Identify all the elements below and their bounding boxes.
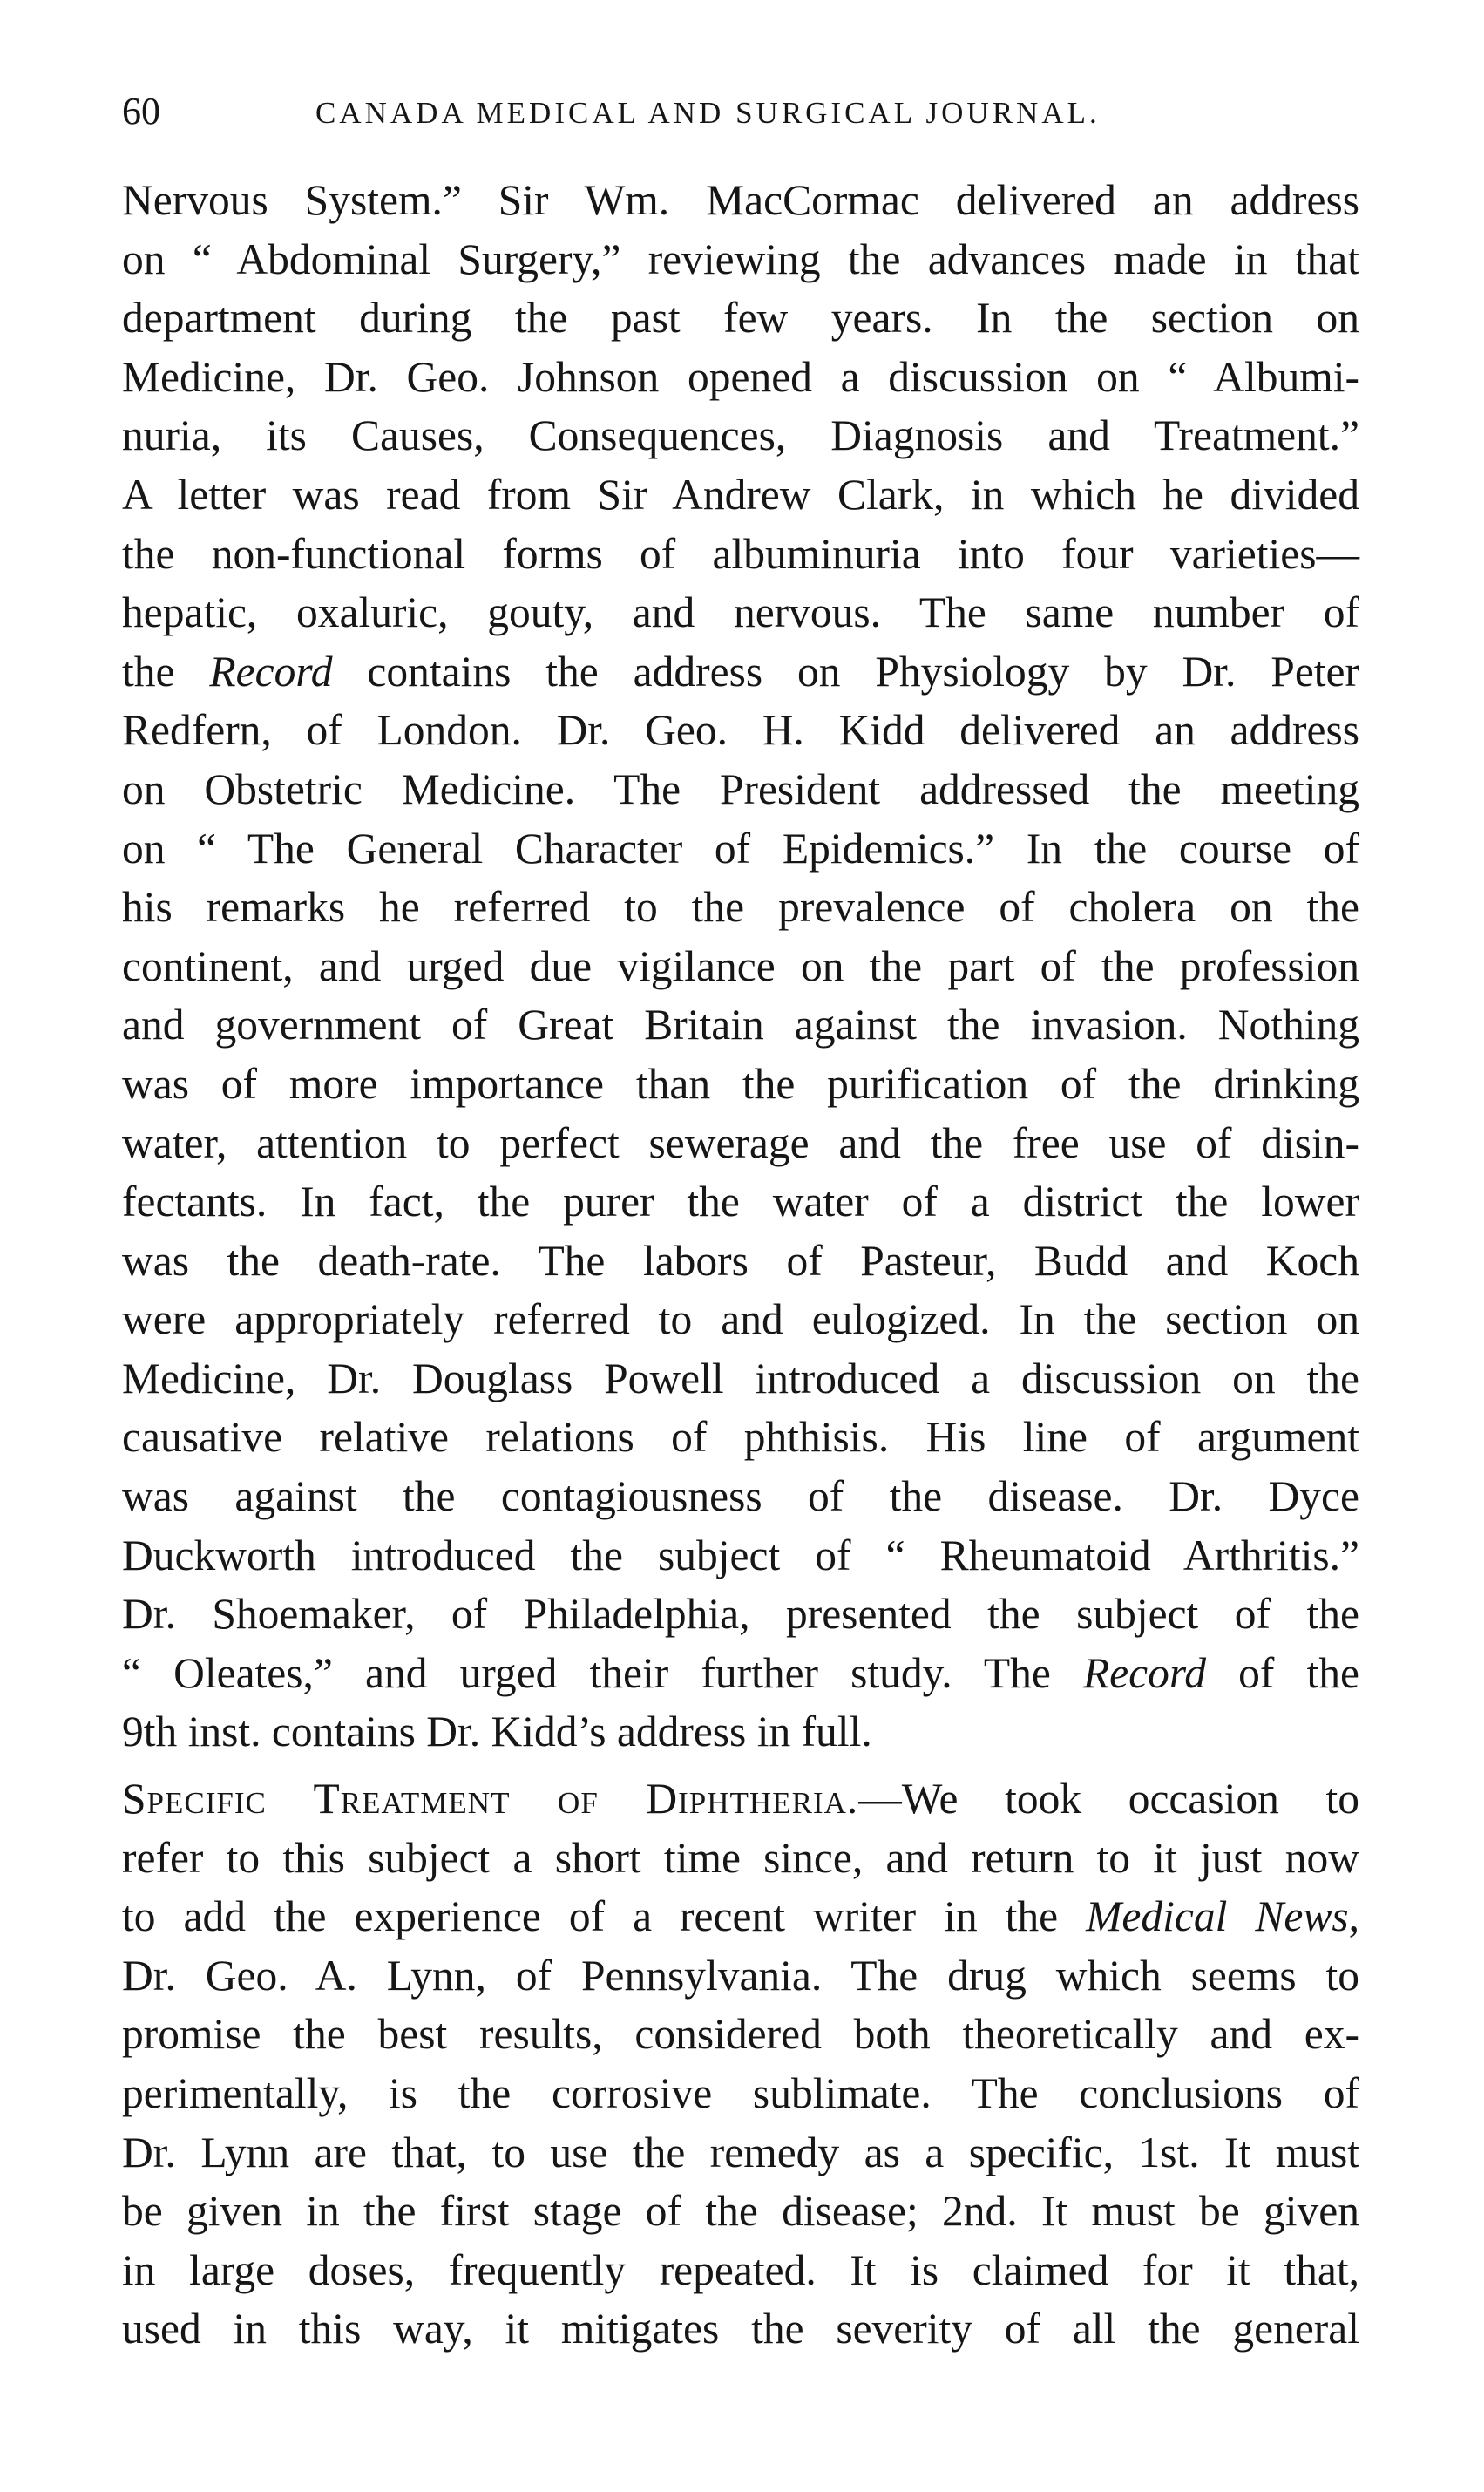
text-line: Medicine, Dr. Geo. Johnson opened a discussion on “ Albumi- — [122, 352, 1359, 401]
text-line: “ Oleates,” and urged their further study. The Record of the — [122, 1648, 1359, 1697]
text-line: continent, and urged due vigilance on the part of the profession — [122, 941, 1359, 990]
text-line: Medicine, Dr. Douglass Powell introduced a discussion on the — [122, 1354, 1359, 1402]
text-line: department during the past few years. In the section on — [122, 294, 1359, 343]
text-line: Dr. Shoemaker, of Philadelphia, presented the subject of the — [122, 1590, 1359, 1639]
text-line: Redfern, of London. Dr. Geo. H. Kidd delivered an address — [122, 706, 1359, 755]
text-line: the Record contains the address on Physiology by Dr. Peter — [122, 647, 1360, 696]
text-line: fectants. In fact, the purer the water of a district the lower — [122, 1178, 1359, 1226]
text-line: water, attention to perfect sewerage and the free use of disin- — [122, 1118, 1359, 1167]
text-line: was against the contagiousness of the disease. Dr. Dyce — [122, 1472, 1359, 1521]
italic-title: Record — [1082, 1648, 1207, 1697]
page-number: 60 — [122, 90, 160, 132]
paragraph-2 — [122, 1769, 1359, 2359]
text-line: used in this way, it mitigates the severity of all the general — [122, 2305, 1359, 2353]
text-line: nuria, its Causes, Consequences, Diagnosis and Treatment.” — [122, 411, 1359, 460]
text-line: Duckworth introduced the subject of “ Rheumatoid Arthritis.” — [122, 1531, 1359, 1579]
text-line: 9th inst. contains Dr. Kidd’s address in full. — [122, 1708, 872, 1756]
text-line: on “ The General Character of Epidemics.” In the course of — [122, 824, 1359, 873]
text-line: causative relative relations of phthisis. His line of argument — [122, 1413, 1359, 1462]
text-line: hepatic, oxaluric, gouty, and nervous. The same number of — [122, 588, 1359, 637]
paragraph-1 — [122, 171, 1359, 1762]
italic-title: Record — [209, 647, 333, 696]
text-line: were appropriately referred to and eulogized. In the section on — [122, 1295, 1359, 1344]
text-line: Specific Treatment of Diphtheria.—We took occasion to — [122, 1775, 1359, 1823]
text-line: the non-functional forms of albuminuria into four varieties— — [122, 529, 1359, 578]
text-line: Nervous System.” Sir Wm. MacCormac delivered an address — [122, 176, 1359, 224]
text-line: perimentally, is the corrosive sublimate. The conclusions of — [122, 2068, 1359, 2117]
text-line: in large doses, frequently repeated. It is claimed for it that, — [122, 2245, 1359, 2294]
text-line: A letter was read from Sir Andrew Clark, in which he divided — [122, 470, 1359, 519]
section-heading: Specific Treatment of Diphtheria. — [122, 1775, 859, 1823]
text-line: on “ Abdominal Surgery,” reviewing the advances made in that — [122, 234, 1359, 283]
text-line: to add the experience of a recent writer in the Medical News, — [122, 1892, 1359, 1941]
text-line: refer to this subject a short time since, and return to it just now — [122, 1833, 1359, 1882]
text-line: Dr. Lynn are that, to use the remedy as a specific, 1st. It must — [122, 2128, 1359, 2176]
text-line: and government of Great Britain against the invasion. Nothing — [122, 1001, 1359, 1049]
italic-title: Medical News — [1086, 1892, 1349, 1941]
running-head: CANADA MEDICAL AND SURGICAL JOURNAL. — [315, 96, 1101, 130]
text-line: on Obstetric Medicine. The President addressed the meeting — [122, 764, 1359, 813]
text-line: Dr. Geo. A. Lynn, of Pennsylvania. The drug which seems to — [122, 1951, 1359, 2000]
text-line: be given in the first stage of the disease; 2nd. It must be given — [122, 2187, 1359, 2236]
text-line: his remarks he referred to the prevalence of cholera on the — [122, 883, 1359, 932]
text-line: promise the best results, considered both theoretically and ex- — [122, 2010, 1359, 2059]
text-line: was the death-rate. The labors of Pasteur, Budd and Koch — [122, 1236, 1359, 1285]
text-line: was of more importance than the purification of the drinking — [122, 1059, 1359, 1108]
page-header — [122, 85, 1359, 138]
